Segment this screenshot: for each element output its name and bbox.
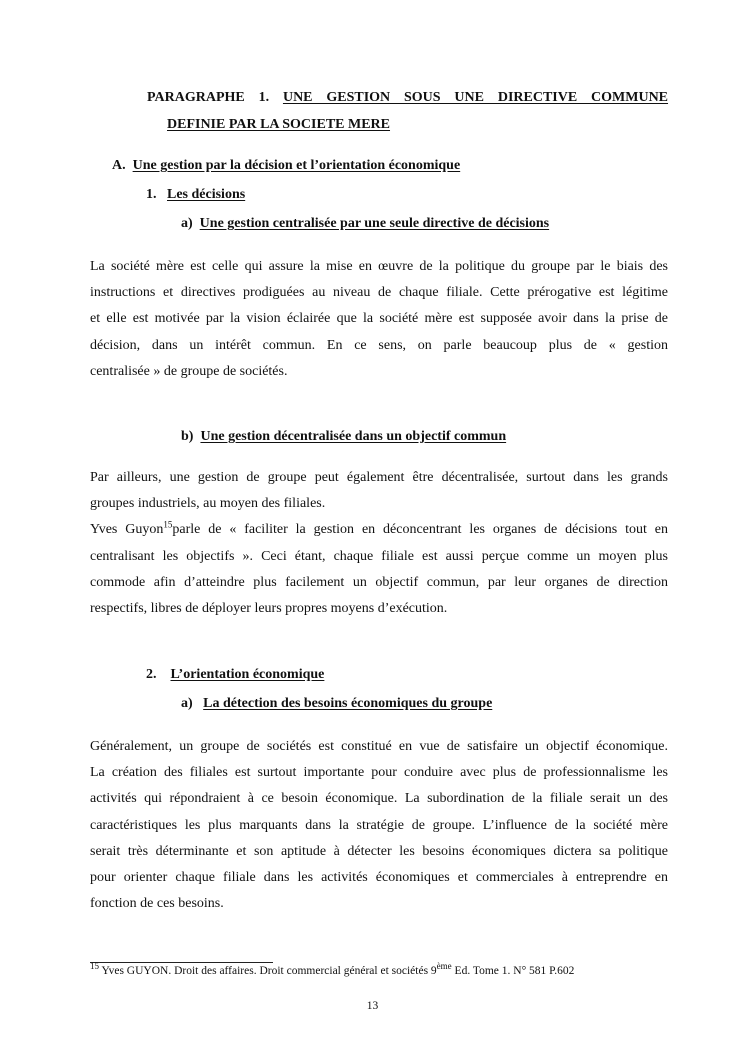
paragraphe-title-line1: UNE GESTION SOUS UNE DIRECTIVE COMMUNE: [282, 90, 669, 105]
paragraphe-label: PARAGRAPHE 1.: [147, 90, 270, 105]
sub2a-heading: [181, 696, 492, 712]
sub1b-marker: b): [181, 429, 194, 444]
footnote-number: 15: [90, 961, 99, 972]
paragraph-line: Par ailleurs, une gestion de groupe peut également être décentralisée, surtout dans les grands: [90, 470, 668, 485]
sub2a-marker: a): [181, 696, 193, 711]
sub2-heading: [146, 667, 324, 683]
sub1-title: Les décisions: [167, 187, 246, 202]
guyon-name: Yves Guyon: [90, 522, 164, 537]
paragraph-line: et elle est motivée par la vision éclairée que la société mère est supposée avoir dans la prise de: [90, 311, 668, 326]
footnote-superscript: ème: [436, 961, 452, 972]
paragraph-line: serait très déterminante et son aptitude à détecter les besoins économiques dictera sa politique: [90, 844, 668, 859]
footnote: [90, 961, 575, 977]
paragraph-line: instructions et directives prodiguées au niveau de chaque filiale. Cette prérogative est légitime: [90, 285, 668, 300]
footnote-ref: 15: [163, 519, 173, 530]
paragraph-line: activités qui répondraient à ce besoin économique. La subordination de la filiale serait un des: [90, 791, 668, 806]
footnote-text: Yves GUYON. Droit des affaires. Droit commercial général et sociétés 9: [101, 965, 437, 977]
paragraph-line: caractéristiques les plus marquants dans la stratégie de groupe. L’influence de la société mère: [90, 818, 668, 833]
paragraph-line: respectifs, libres de déployer leurs propres moyens d’exécution.: [90, 601, 448, 616]
guyon-rest: parle de « faciliter la gestion en déconcentrant les organes de décisions tout en: [172, 522, 669, 537]
section-a-title: Une gestion par la décision et l’orientation économique: [132, 158, 461, 173]
sub2-title: L’orientation économique: [170, 667, 325, 682]
paragraph-line: pour orienter chaque filiale dans les activités économiques et commerciales à entreprendre en: [90, 870, 668, 885]
footnote-separator: [90, 962, 273, 963]
sub1b-heading: [181, 429, 506, 445]
paragraph-line: centralisant les objectifs ». Ceci étant, chaque filiale est aussi perçue comme un moyen plus: [90, 549, 668, 564]
paragraph-line: Généralement, un groupe de sociétés est constitué en vue de satisfaire un objectif économique.: [90, 739, 668, 754]
sub2-marker: 2.: [146, 667, 157, 682]
section-a-heading: [112, 158, 460, 174]
paragraph-line: La société mère est celle qui assure la mise en œuvre de la politique du groupe par le biais des: [90, 259, 668, 274]
paragraph-line: groupes industriels, au moyen des filiales.: [90, 496, 326, 511]
paragraph-line-guyon: [90, 521, 668, 539]
sub1a-heading: [181, 216, 549, 232]
footnote-text-after: Ed. Tome 1. N° 581 P.602: [451, 965, 575, 977]
sub1-heading: [146, 187, 245, 203]
paragraph-line: commode afin d’atteindre plus facilement un objectif commun, par leur organes de direction: [90, 575, 668, 590]
sub1a-marker: a): [181, 216, 193, 231]
sub1b-title: Une gestion décentralisée dans un objectif commun: [200, 429, 507, 444]
page-number: 13: [366, 1000, 379, 1012]
paragraph-line: centralisée » de groupe de sociétés.: [90, 364, 288, 379]
paragraphe-title-line2: DEFINIE PAR LA SOCIETE MERE: [167, 117, 391, 132]
paragraph-line: La création des filiales est surtout importante pour conduire avec plus de professionnalisme les: [90, 765, 668, 780]
paragraphe-heading-line1: [147, 90, 668, 106]
paragraph-line: fonction de ces besoins.: [90, 896, 224, 911]
section-a-marker: A.: [112, 158, 126, 173]
paragraph-line: décision, dans un intérêt commun. En ce sens, on parle beaucoup plus de « gestion: [90, 338, 668, 353]
sub1a-title: Une gestion centralisée par une seule directive de décisions: [199, 216, 550, 231]
sub1-marker: 1.: [146, 187, 157, 202]
sub2a-title: La détection des besoins économiques du groupe: [203, 696, 493, 711]
